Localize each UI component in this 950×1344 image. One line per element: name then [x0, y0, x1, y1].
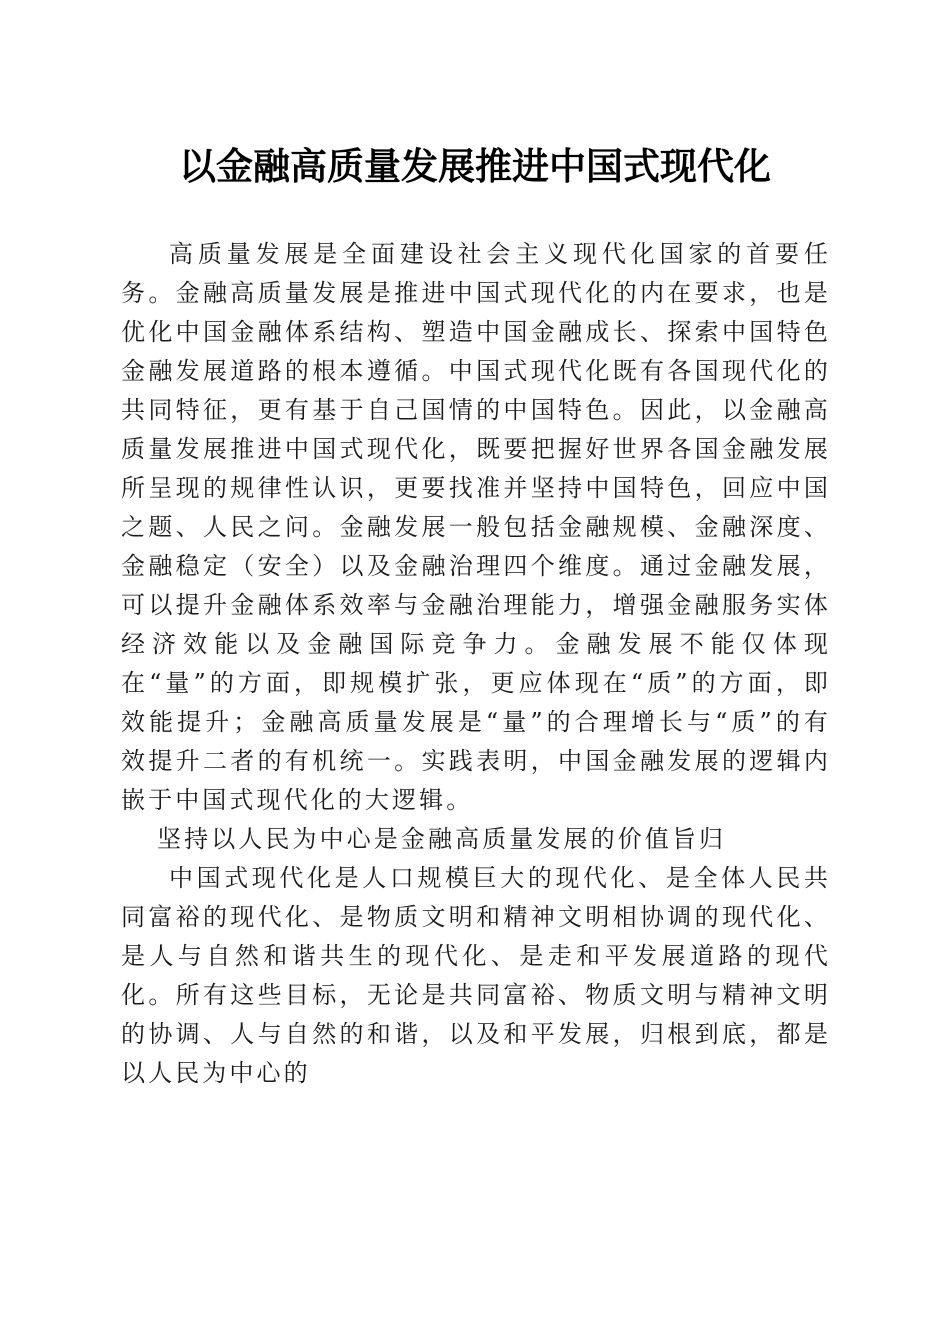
section-heading: 坚持以人民为中心是金融高质量发展的价值旨归	[157, 825, 727, 853]
document-body	[121, 235, 831, 1093]
paragraph-section: 中国式现代化是人口规模巨大的现代化、是全体人民共同富裕的现代化、是物质文明和精神文明相协调的现代化、是人与自然和谐共生的现代化、是走和平发展道路的现代化。所有这些目标，无论是共同富裕、物质文明与精神文明的协调、人与自然的和谐，以及和平发展，归根到底，都是以人民为中心的	[121, 864, 831, 1087]
paragraph-intro: 高质量发展是全面建设社会主义现代化国家的首要任务。金融高质量发展是推进中国式现代化的内在要求，也是优化中国金融体系结构、塑造中国金融成长、探索中国特色金融发展道路的根本遵循。中国式现代化既有各国现代化的共同特征，更有基于自己国情的中国特色。因此，以金融高质量发展推进中国式现代化，既要把握好世界各国金融发展所呈现的规律性认识，更要找准并坚持中国特色，回应中国之题、人民之问。金融发展一般包括金融规模、金融深度、金融稳定（安全）以及金融治理四个维度。通过金融发展，可以提升金融体系效率与金融治理能力，增强金融服务实体经济效能以及金融国际竞争力。金融发展不能仅体现在“量”的方面，即规模扩张，更应体现在“质”的方面，即效能提升；金融高质量发展是“量”的合理增长与“质”的有效提升二者的有机统一。实践表明，中国金融发展的逻辑内嵌于中国式现代化的大逻辑。	[121, 240, 831, 814]
document-title: 以金融高质量发展推进中国式现代化	[179, 144, 771, 188]
